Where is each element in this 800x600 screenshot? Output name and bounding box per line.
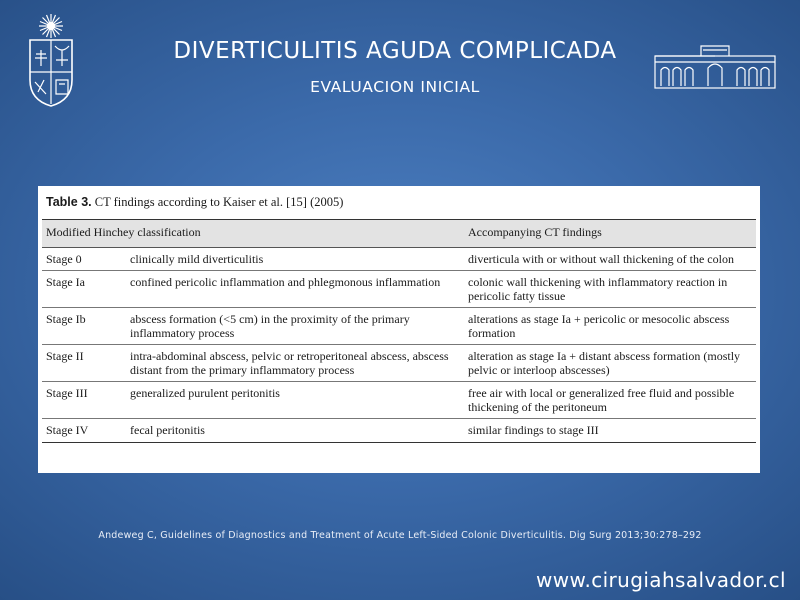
hospital-building-logo (653, 42, 777, 90)
stage-cell: Stage Ia (42, 271, 126, 308)
table-row (42, 382, 756, 419)
stage-cell: Stage II (42, 345, 126, 382)
findings-cell: free air with local or generalized free fluid and possible thickening of the peritoneum (464, 382, 756, 419)
description-cell: generalized purulent peritonitis (126, 382, 464, 419)
description-cell: abscess formation (<5 cm) in the proximity of the primary inflammatory process (126, 308, 464, 345)
column-header-classification: Modified Hinchey classification (42, 220, 464, 248)
description-cell: clinically mild diverticulitis (126, 247, 464, 271)
findings-cell: alteration as stage Ia + distant abscess formation (mostly pelvic or interloop abscesses) (464, 345, 756, 382)
citation-reference: Andeweg C, Guidelines of Diagnostics and Treatment of Acute Left-Sided Colonic Diverticulitis. Dig Surg 2013;30:278–292 (98, 530, 702, 541)
stage-cell: Stage IV (42, 419, 126, 443)
slide-title: DIVERTICULITIS AGUDA COMPLICADA (173, 38, 617, 64)
table-header-row (42, 220, 756, 248)
table-row (42, 247, 756, 271)
table-row (42, 271, 756, 308)
findings-cell: diverticula with or without wall thickening of the colon (464, 247, 756, 271)
findings-cell: colonic wall thickening with inflammatory reaction in pericolic fatty tissue (464, 271, 756, 308)
slide-subtitle: EVALUACION INICIAL (310, 78, 480, 96)
findings-cell: similar findings to stage III (464, 419, 756, 443)
ct-findings-table-panel (38, 186, 760, 473)
findings-cell: alterations as stage Ia + pericolic or mesocolic abscess formation (464, 308, 756, 345)
hinchey-classification-table (42, 219, 756, 443)
column-header-ct-findings: Accompanying CT findings (464, 220, 756, 248)
description-cell: intra-abdominal abscess, pelvic or retroperitoneal abscess, abscess distant from the primary inflammatory process (126, 345, 464, 382)
description-cell: fecal peritonitis (126, 419, 464, 443)
university-crest-logo (26, 10, 76, 110)
table-caption-text: CT findings according to Kaiser et al. [15] (2005) (94, 195, 344, 209)
table-row (42, 419, 756, 443)
table-caption (38, 186, 760, 208)
stage-cell: Stage Ib (42, 308, 126, 345)
stage-cell: Stage 0 (42, 247, 126, 271)
description-cell: confined pericolic inflammation and phlegmonous inflammation (126, 271, 464, 308)
table-row (42, 308, 756, 345)
table-row (42, 345, 756, 382)
table-caption-label: Table 3. (46, 195, 92, 209)
website-url: www.cirugiahsalvador.cl (536, 568, 786, 592)
stage-cell: Stage III (42, 382, 126, 419)
